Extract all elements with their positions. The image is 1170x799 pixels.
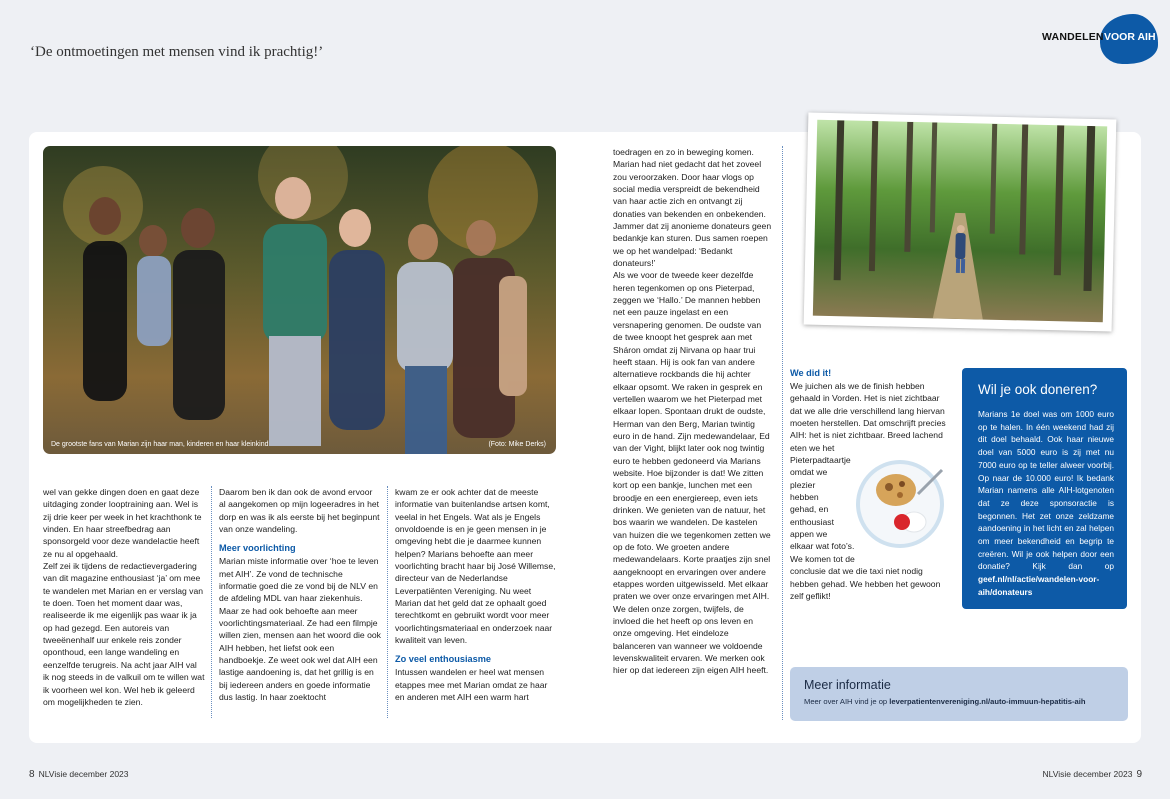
- donate-title: Wil je ook doneren?: [978, 382, 1098, 397]
- footer-issue-left: NLVisie december 2023: [38, 769, 129, 779]
- family-illustration: [43, 146, 556, 454]
- more-info-line: [804, 697, 1085, 706]
- column-divider: [782, 146, 783, 720]
- text-column-4: [613, 146, 773, 677]
- narrow-line: hebben: [790, 492, 819, 503]
- paragraph: conclusie dat we die taxi niet nodig hebben gehad. We hebben het gewoon zelf geflikt!: [790, 566, 941, 601]
- narrow-line: gehad, en: [790, 504, 829, 515]
- paragraph: wel van gekke dingen doen en gaat deze uitdaging zonder looptraining aan. Wel is zij drie keer per week in het krachthonk te vinden. En haar streefbedrag aan sponsorgeld voor deze wandelactie heeft ze nu al opgehaald.: [43, 487, 202, 559]
- forest-illustration: [813, 120, 1107, 323]
- text-column-1: [43, 486, 205, 708]
- brand-text-left: WANDELEN: [1042, 31, 1104, 43]
- narrow-line: We komen tot de: [790, 553, 855, 564]
- more-info-text: Meer over AIH vind je op: [804, 697, 890, 706]
- brand-logo: [1042, 14, 1160, 66]
- donate-box: [962, 368, 1127, 609]
- text-column-2: [219, 486, 381, 704]
- narrow-line: omdat we: [790, 467, 828, 478]
- more-info-box: [790, 667, 1128, 721]
- paragraph: Daarom ben ik dan ook de avond ervoor al aangekomen op mijn logeeradres in het dorp en was ik als eerste bij het beginpunt van onze wandeling.: [219, 487, 380, 535]
- paragraph: kwam ze er ook achter dat de meeste informatie van buitenlandse artsen komt, veelal in het Engels. Wat als je Engels onvoldoende is en je geen mensen in je omgeving hebt die je daarmee kunnen helpen? Marians behoefte aan meer voorlichting bracht haar bij José Willemse, directeur van de Nederlandse Leverpatiënten Vereniging. Nu weet Marian dat het geld dat ze ophaalt goed terechtkomt en gebruikt wordt voor meer voorlichtingsmateriaal en onderzoek naar kwaliteit van leven.: [395, 487, 556, 646]
- paragraph: We juichen als we de finish hebben gehaald in Vorden. Het is niet zichtbaar dat we alle drie verschillend lang hiervan moeten herstellen. Dat omschrijft precies AIH: het is niet zichtbaar. Breed lachend eten we het: [790, 381, 946, 453]
- donate-text: Marians 1e doel was om 1000 euro op te halen. In één weekend had zij dit doel behaald. Ook haar nieuwe doel van 5000 euro is zij met nu 7000 euro op te teller alweer voorbij. Op naar de 10.000 euro! Ik bedank Marian namens alle AIH-lotgenoten dat ze deze sponsoractie is begonnen. Het zet onze zeldzame aandoening in het licht en zal helpen om meer bekendheid en begrip te creëren. Wil je ook helpen door een donatie? Kijk dan op: [978, 409, 1114, 572]
- paragraph: toedragen en zo in beweging komen. Marian had niet gedacht dat het zoveel zou veroorzaken. Door haar vlogs op social media verspreidt de bekendheid van haar actie zich en ontvangt zij donaties van bekenden en onbekenden. Jammer dat zij anonieme donateurs geen bedankje kan sturen. Dus samen roepen we op het wandelpad: ‘Bedankt donateurs!’: [613, 147, 772, 269]
- text-column-3: [395, 486, 557, 704]
- donate-link[interactable]: geef.nl/nl/actie/wandelen-voor-aih/donateurs: [978, 574, 1100, 597]
- paragraph: Zelf zei ik tijdens de redactievergadering van dit magazine enthousiast ‘ja’ om mee te wandelen met Marian en er verslag van te doen. Toen het moment daar was, realiseerde ik me eigenlijk pas waar ik ja op had gezegd. Een autoreis van tweeënenhalf uur enkele reis zonder oponthoud, een lange wandeling en eenzelfde terugreis. Na acht jaar AIH val ik nog steeds in de valkuil om te willen wat ik voorheen wel kon. Wel heb ik geleerd om mogelijkheden te zien.: [43, 561, 205, 707]
- more-info-link[interactable]: leverpatientenvereniging.nl/auto-immuun-hepatitis-aih: [889, 697, 1086, 706]
- donate-body: [978, 408, 1114, 599]
- paragraph: Intussen wandelen er heel wat mensen etappes mee met Marian omdat ze haar en anderen met AIH een warm hart: [395, 667, 548, 703]
- dessert-illustration: [856, 460, 944, 548]
- narrow-line: appen we: [790, 529, 828, 540]
- dessert-photo: [856, 460, 944, 548]
- narrow-line: Pieterpadtaartje: [790, 455, 851, 466]
- footer-left: [29, 769, 129, 780]
- paragraph: Marian miste informatie over ‘hoe te leven met AIH’. Ze vond de technische informatie goed die ze vond bij de NLV en de afdeling MDL van haar ziekenhuis. Maar ze had ook behoefte aan meer voorlichtingsmateriaal. Ze had een filmpje willen zien, mensen aan het woord die ook AIH hebben, het liefst ook een handboekje. Ze weet ook wel dat AIH een lastige aandoening is, dat het grillig is en bij iedereen anders en goede informatie dus lastig. In haar zoektocht: [219, 556, 381, 703]
- footer-right: [1043, 769, 1143, 780]
- family-photo: [43, 146, 556, 454]
- photo-credit: (Foto: Mike Derks): [488, 441, 546, 448]
- column-divider: [387, 486, 388, 718]
- narrow-line: elkaar wat foto’s.: [790, 541, 855, 552]
- subheading: Zo veel enthousiasme: [395, 654, 491, 665]
- article-quote: ‘De ontmoetingen met mensen vind ik prachtig!’: [30, 44, 324, 60]
- brand-text-right: VOOR AIH: [1104, 31, 1156, 43]
- paragraph: Als we voor de tweede keer dezelfde heren tegenkomen op ons Pieterpad, zeggen we ‘Hallo.’ De mannen hebben net een pauze ingelast en een versnapering genomen. De oudste van de twee knoopt het gesprek aan met Sháron omdat zij Nirvana op haar trui heeft staan. Hij is ook fan van andere alternatieve rockbands die hij achter elkaar opsomt. We raken in gesprek en vertellen waarom we het Pieterpad met elkaar lopen. Spontaan drukt de oudste, Herman van den Berg, Marian twintig euro in de hand. Zijn medewandelaar, Ed van der Vight, blijkt later ook nog twintig euro te hebben gedoneerd via Marians website. Hoe bijzonder is dat! We zitten kort op een bankje, lunchen met een broodje en een energiereep, even iets drinken. We genieten van de natuur, het bos waarin we wandelen. De kastelen van huizen die we tegenkomen zetten we op de foto. We groeten andere medewandelaars. Korte praatjes zijn snel aangeknoopt en ervaringen over andere etappes worden uitgewisseld. Met elkaar praten we over onze ervaringen met AIH. We delen onze zorgen, twijfels, de invloed die het heeft op ons leven en onze omgeving. Het eindeloze balanceren van wanneer we voldoende levenskwaliteit ervaren. We merken ook hier op dat iedereen zijn eigen AIH heeft.: [613, 270, 771, 676]
- subheading: We did it!: [790, 368, 832, 378]
- more-info-title: Meer informatie: [804, 678, 891, 692]
- narrow-line: enthousiast: [790, 516, 834, 527]
- footer-issue-right: NLVisie december 2023: [1042, 769, 1133, 779]
- column-divider: [211, 486, 212, 718]
- subheading: Meer voorlichting: [219, 543, 296, 554]
- narrow-line: plezier: [790, 479, 816, 490]
- page-number-left: 8: [29, 769, 35, 780]
- page-number-right: 9: [1136, 769, 1142, 780]
- photo-caption: De grootste fans van Marian zijn haar man, kinderen en haar kleinkind: [51, 441, 269, 448]
- forest-photo: [804, 113, 1117, 332]
